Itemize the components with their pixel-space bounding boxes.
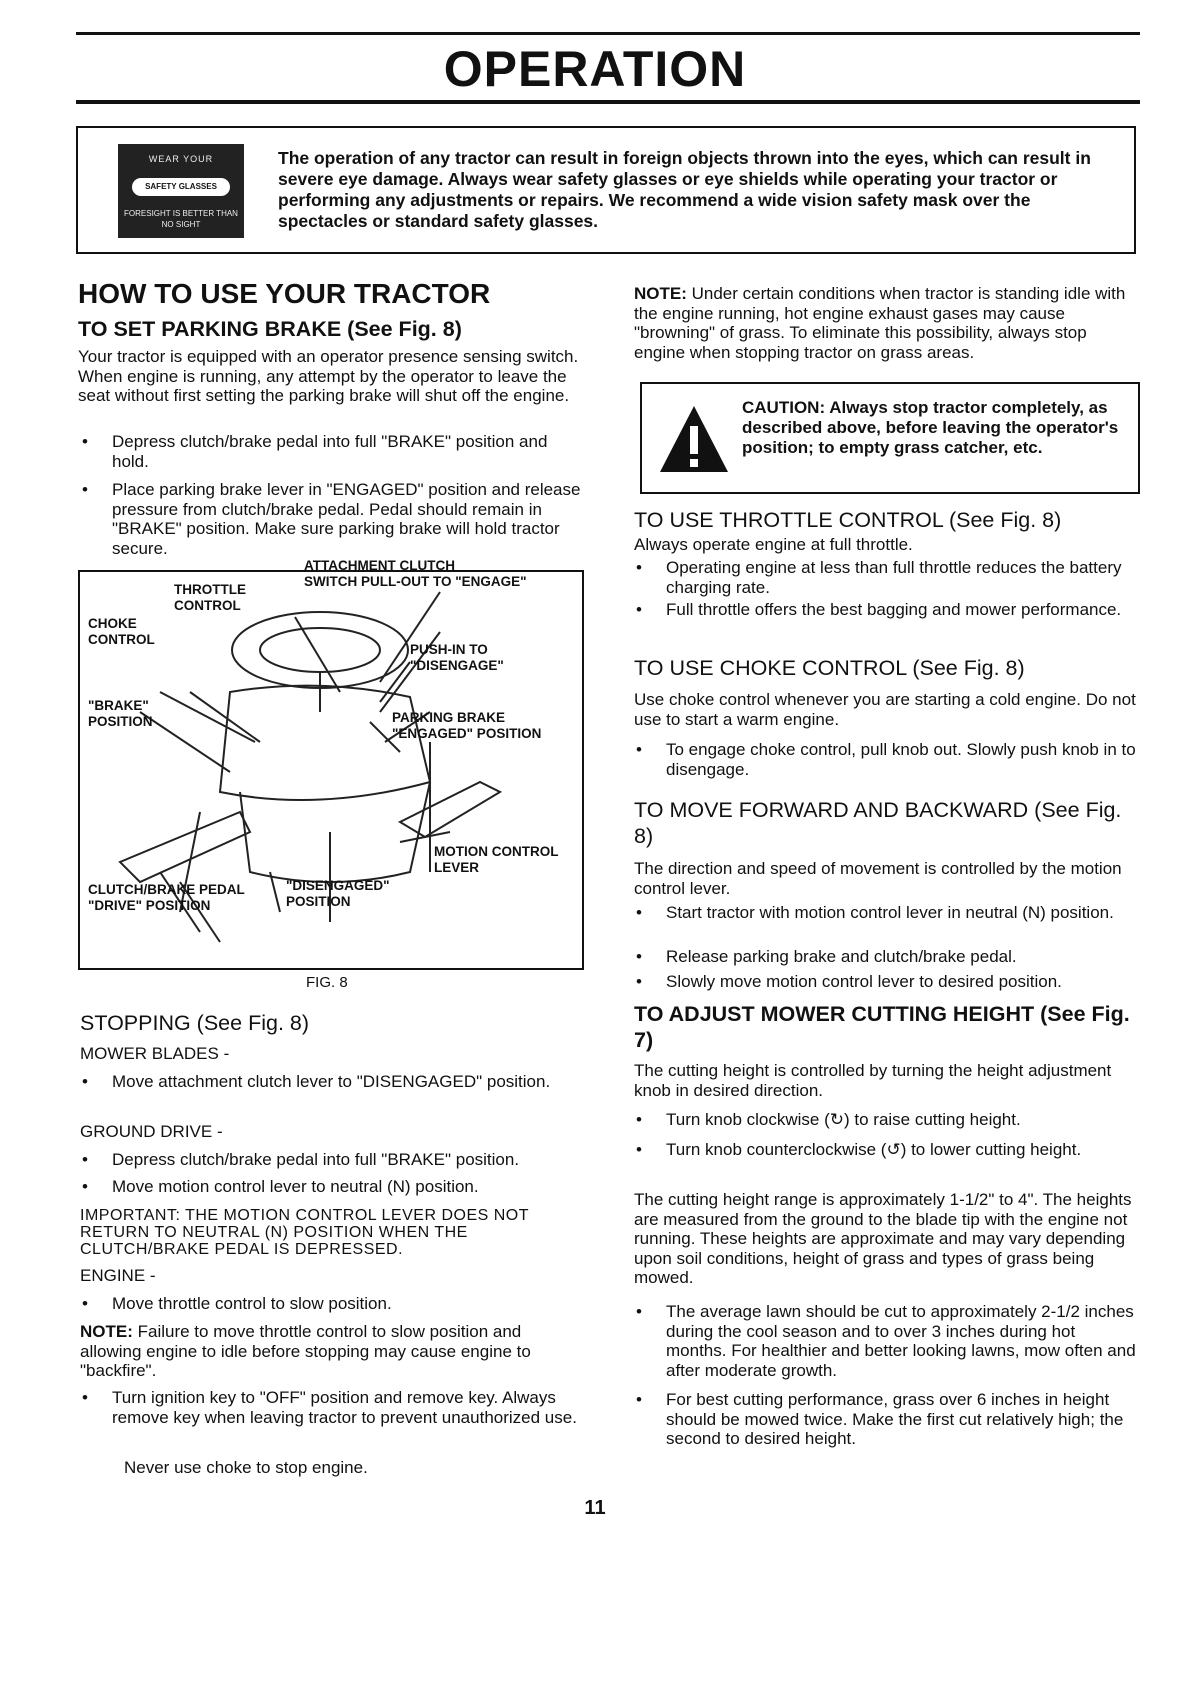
badge-line2: SAFETY GLASSES — [132, 178, 230, 196]
browning-note-text: Under certain conditions when tractor is standing idle with the engine running, hot engine exhaust gases may cause "browning" of grass. To eliminate this possibility, always stop engine when stopping tractor on grass areas. — [634, 284, 1126, 362]
height-bullet-2: • Turn knob counterclockwise (↺) to lower cutting height. — [632, 1140, 1140, 1160]
page-number: 11 — [584, 1497, 606, 1519]
label-parking-brake: PARKING BRAKE — [392, 710, 506, 725]
browning-note — [634, 284, 1140, 362]
badge-line1: WEAR YOUR — [148, 154, 214, 164]
mower-blades-bullet: • Move attachment clutch lever to "DISENGAGED" position. — [78, 1072, 582, 1092]
label-engaged-position: "ENGAGED" POSITION — [392, 726, 542, 741]
safety-warning-text: The operation of any tractor can result in foreign objects thrown into the eyes, which can result in severe eye damage. Always wear safety glasses or eye shields while operating your tractor or performing any adjustments or repairs. We recommend a wide vision safety mask over the spectacles or standard safety glasses. — [278, 148, 1091, 231]
engine-label: ENGINE - — [80, 1266, 156, 1285]
ground-drive-bullet-1: • Depress clutch/brake pedal into full "BRAKE" position. — [78, 1150, 582, 1170]
parking-bullet-1: • Depress clutch/brake pedal into full "BRAKE" position and hold. — [78, 432, 582, 471]
stopping-note-label: NOTE: — [80, 1322, 133, 1341]
caution-text: CAUTION: Always stop tractor completely, as described above, before leaving the operator's position; to empty grass catcher, etc. — [742, 398, 1119, 457]
header-rule — [76, 100, 1140, 104]
forward-bullet-3: • Slowly move motion control lever to desired position. — [632, 972, 1140, 992]
choke-intro: Use choke control whenever you are starting a cold engine. Do not use to start a warm engine. — [634, 690, 1136, 729]
section-title: HOW TO USE YOUR TRACTOR — [78, 278, 491, 309]
badge-line3: FORESIGHT IS BETTER THAN NO SIGHT — [124, 209, 238, 229]
height-intro: The cutting height is controlled by turning the height adjustment knob in desired direction. — [634, 1061, 1112, 1100]
never-choke-note: Never use choke to stop engine. — [124, 1458, 368, 1477]
throttle-bullet-2: • Full throttle offers the best bagging and mower performance. — [632, 600, 1140, 620]
height-tip-1: • The average lawn should be cut to approximately 2-1/2 inches during the cool season and to over 3 inches during hot months. For healthier and better looking lawns, mow often and after moderate growth. — [632, 1302, 1140, 1380]
label-disengage: "DISENGAGE" — [410, 658, 504, 673]
parking-heading: TO SET PARKING BRAKE (See Fig. 8) — [78, 317, 462, 341]
caution-box — [640, 382, 1140, 494]
choke-bullet: • To engage choke control, pull knob out. Slowly push knob in to disengage. — [632, 740, 1140, 779]
label-push-in: PUSH-IN TO — [410, 642, 488, 657]
height-range: The cutting height range is approximately 1-1/2" to 4". The heights are measured from the ground to the blade tip with the engine not running. These heights are approximate and may vary depending upon soil conditions, height of grass and types of grass being mowed. — [634, 1190, 1132, 1287]
label-lever: LEVER — [434, 860, 480, 875]
important-note: IMPORTANT: THE MOTION CONTROL LEVER DOES NOT RETURN TO NEUTRAL (N) POSITION WHEN THE CLUTCH/BRAKE PEDAL IS DEPRESSED. — [80, 1207, 529, 1258]
warning-triangle-icon — [658, 404, 730, 476]
label-throttle: THROTTLE — [174, 582, 246, 597]
label-disengaged: "DISENGAGED" — [286, 878, 390, 893]
label-attachment-clutch: ATTACHMENT CLUTCH — [304, 558, 455, 573]
forward-bullet-1: • Start tractor with motion control lever in neutral (N) position. — [632, 903, 1140, 923]
stopping-heading: STOPPING (See Fig. 8) — [80, 1011, 310, 1035]
label-drive-position: "DRIVE" POSITION — [88, 898, 211, 913]
label-throttle-control: CONTROL — [174, 598, 241, 613]
throttle-heading: TO USE THROTTLE CONTROL (See Fig. 8) — [634, 508, 1062, 532]
safety-warning-box — [76, 126, 1136, 254]
height-tip-2: • For best cutting performance, grass over 6 inches in height should be mowed twice. Make the first cut relatively high; the second to desired height. — [632, 1390, 1140, 1449]
label-brake: "BRAKE" — [88, 698, 149, 713]
label-choke-control: CONTROL — [88, 632, 155, 647]
page-title: OPERATION — [443, 41, 747, 97]
parking-bullet-2: • Place parking brake lever in "ENGAGED" position and release pressure from clutch/brake pedal. Pedal should remain in "BRAKE" position. Make sure parking brake will hold tractor secure. — [78, 480, 582, 558]
parking-intro: Your tractor is equipped with an operator presence sensing switch. When engine is running, any attempt by the operator to leave the seat without first setting the parking brake will shut off the engine. — [78, 347, 579, 405]
label-choke: CHOKE — [88, 616, 137, 631]
safety-glasses-badge — [118, 144, 244, 238]
stopping-note — [80, 1322, 584, 1381]
ground-drive-bullet-2: • Move motion control lever to neutral (N) position. — [78, 1177, 582, 1197]
ignition-key-bullet: • Turn ignition key to "OFF" position and remove key. Always remove key when leaving tractor to prevent unauthorized use. — [78, 1388, 582, 1427]
label-switch-pull: SWITCH PULL-OUT TO "ENGAGE" — [304, 574, 527, 589]
label-brake-position: POSITION — [88, 714, 153, 729]
forward-heading: TO MOVE FORWARD AND BACKWARD (See Fig. 8) — [634, 798, 1122, 848]
browning-note-label: NOTE: — [634, 284, 687, 303]
forward-intro: The direction and speed of movement is controlled by the motion control lever. — [634, 859, 1122, 898]
height-heading: TO ADJUST MOWER CUTTING HEIGHT (See Fig. 7) — [634, 1002, 1130, 1052]
stopping-note-text: Failure to move throttle control to slow position and allowing engine to idle before stopping may cause engine to "backfire". — [80, 1322, 531, 1380]
label-motion-control: MOTION CONTROL — [434, 844, 559, 859]
figure-8 — [78, 558, 584, 970]
figure-caption: FIG. 8 — [306, 974, 348, 991]
choke-heading: TO USE CHOKE CONTROL (See Fig. 8) — [634, 656, 1025, 680]
engine-bullet: • Move throttle control to slow position. — [78, 1294, 582, 1314]
mower-blades-label: MOWER BLADES - — [80, 1044, 230, 1063]
label-clutch-pedal: CLUTCH/BRAKE PEDAL — [88, 882, 245, 897]
forward-bullet-2: • Release parking brake and clutch/brake pedal. — [632, 947, 1140, 967]
throttle-bullet-1: • Operating engine at less than full throttle reduces the battery charging rate. — [632, 558, 1140, 597]
throttle-intro: Always operate engine at full throttle. — [634, 535, 913, 554]
height-bullet-1: • Turn knob clockwise (↻) to raise cutting height. — [632, 1110, 1140, 1130]
ground-drive-label: GROUND DRIVE - — [80, 1122, 223, 1141]
label-disengaged-position: POSITION — [286, 894, 351, 909]
top-rule — [76, 32, 1140, 35]
